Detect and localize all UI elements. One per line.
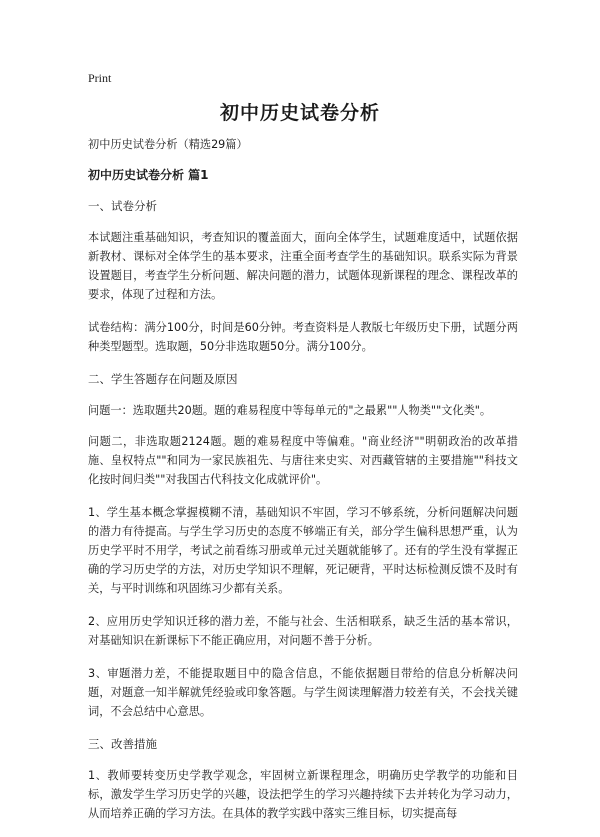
section-heading: 初中历史试卷分析 篇1 (88, 168, 209, 182)
paragraph: 问题一：选取题共20题。题的难易程度中等每单元的"之最累""人物类""文化类"。 (88, 404, 492, 417)
paragraph: 试卷结构：满分100分，时间是60分钟。考查资料是人教版七年级历史下册，试题分两种类型题型。选取题，50分非选取题50分。满分100分。 (88, 321, 518, 353)
document-body (88, 135, 518, 837)
heading-test-analysis: 一、试卷分析 (88, 199, 157, 213)
paragraph: 1、教师要转变历史学教学观念，牢固树立新课程理念，明确历史学教学的功能和目标，激发学生学习历史学的兴趣，设法把学生的学习兴趣持续下去并转化为学习动力，从而培养正确的学习方法。在具体的教学实践中落实三维目标，切实提高每 (88, 769, 518, 820)
document-title: 初中历史试卷分析 (219, 102, 380, 124)
paragraph: 本试题注重基础知识，考查知识的覆盖面大，面向全体学生，试题难度适中，试题依据新教材、课标对全体学生的基本要求，注重全面考查学生的基础知识。联系实际为背景设置题目，考查学生分析问题、解决问题的潜力，试题体现新课程的理念、课程改革的要求，体现了过程和方法。 (88, 231, 518, 301)
heading-improvements: 三、改善措施 (88, 737, 157, 751)
paragraph: 1、学生基本概念掌握模糊不清，基础知识不牢固，学习不够系统，分析问题解决问题的潜力有待提高。与学生学习历史的态度不够端正有关，部分学生偏科思想严重，认为历史学平时不用学，考试之前看练习册或单元过关题就能够了。还有的学生没有掌握正确的学习历史学的方法，对历史学知识不理解，死记硬背，平时达标检测反馈不及时有关，与平时训练和巩固练习少都有关系。 (88, 506, 518, 595)
paragraph: 2、应用历史学知识迁移的潜力差，不能与社会、生活相联系，缺乏生活的基本常识，对基础知识在新课标下不能正确应用，对问题不善于分析。 (88, 615, 518, 647)
paragraph: 3、审题潜力差，不能提取题目中的隐含信息，不能依据题目带给的信息分析解决问题，对题意一知半解就凭经验或印象答题。与学生阅读理解潜力较差有关，不会找关键词，不会总结中心意思。 (88, 667, 518, 718)
print-label: Print (88, 71, 112, 85)
paragraph: 问题二，非选取题2124题。题的难易程度中等偏难。"商业经济""明朝政治的改革措施、皇权特点""和同为一家民族祖先、与唐往来史实、对西藏管辖的主要措施""科技文化按时间归类""对我国古代科技文化成就评价"。 (88, 435, 518, 486)
heading-problems: 二、学生答题存在问题及原因 (88, 372, 238, 386)
document-subtitle: 初中历史试卷分析（精选29篇） (88, 138, 248, 151)
